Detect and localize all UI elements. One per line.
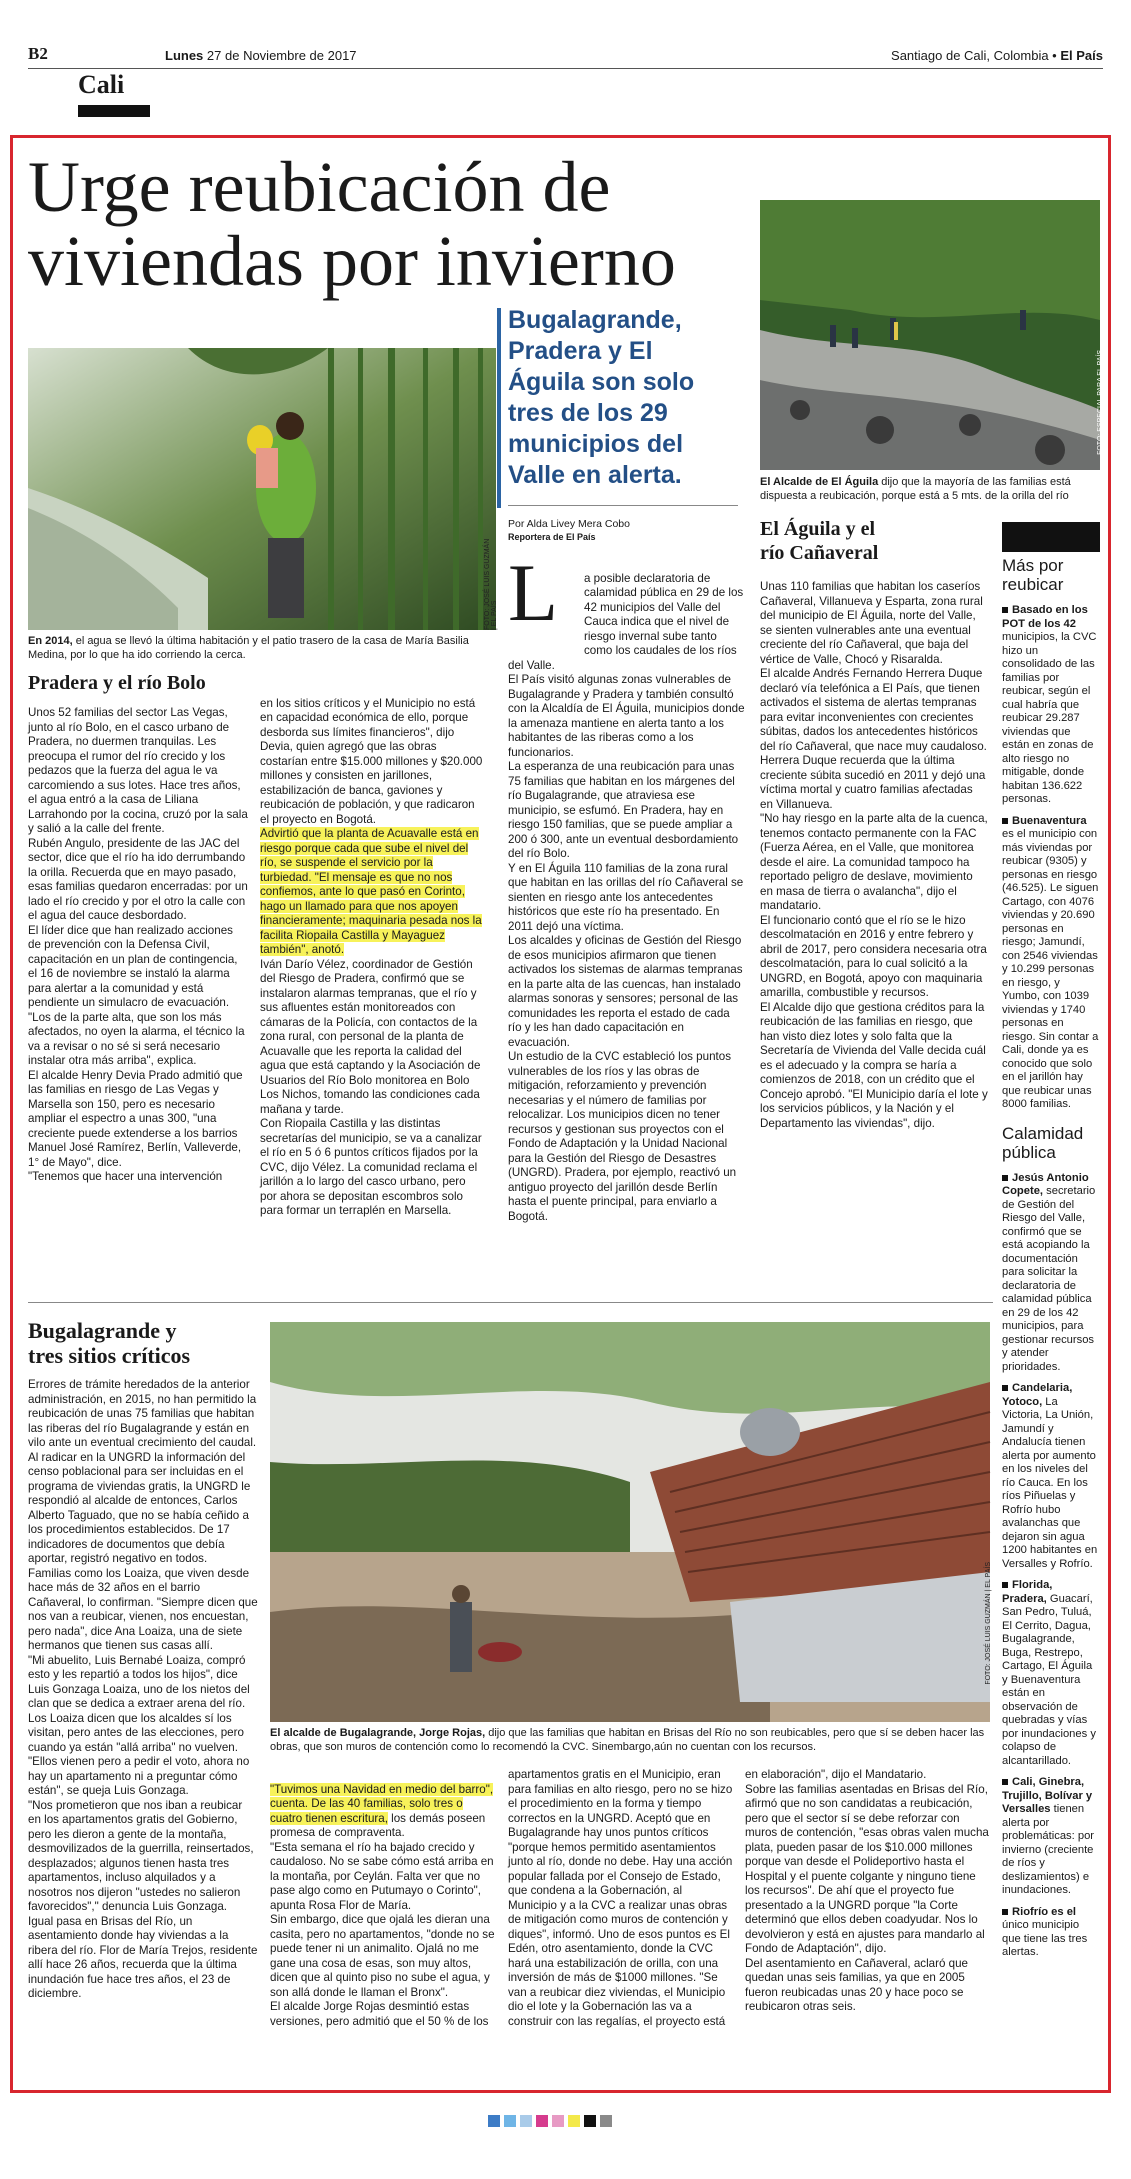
bullet-icon [1002, 1909, 1008, 1915]
photo-aguila-river-image [760, 200, 1100, 470]
rule-top [28, 68, 1103, 69]
byline [508, 518, 630, 544]
bullet-icon [1002, 1175, 1008, 1181]
sidebar-item-bold: Candelaria, Yotoco, [1002, 1382, 1073, 1408]
photo-woman-river [28, 348, 496, 630]
photo1-credit: FOTO: JOSÉ LUIS GUZMÁN | EL PAÍS [484, 538, 498, 630]
photo3-caption-bold: El alcalde de Bugalagrande, Jorge Rojas, [270, 1727, 486, 1739]
aguila-title-line-1: El Águila y el [760, 518, 876, 540]
photo2-caption-bold: El Alcalde de El Águila [760, 476, 879, 488]
masthead-date [165, 48, 357, 63]
photo1-caption-text: el agua se llevó la última habitación y el patio trasero de la casa de María Basilia Medina, por lo que ha ido corriendo la cerca. [28, 635, 469, 661]
color-swatch [600, 2115, 612, 2127]
pradera-col2-text-a: en los sitios críticos y el Municipio no está en capacidad económica de ello, porque desborda sus límites financieros", dijo Devia, quien agregó que las obras costarían entre $15.000 millones y $20.000 millones y consisten en jarillones, estabilización de banca, gaviones y reubicación de población, y que radicaron el proyecto en Bogotá. [260, 696, 483, 826]
section-label: Cali [78, 70, 125, 99]
color-swatch [520, 2115, 532, 2127]
sidebar-item [1002, 1382, 1100, 1571]
pradera-title: Pradera y el río Bolo [28, 672, 206, 694]
subhead-line: tres de los 29 [508, 399, 668, 427]
color-swatch [568, 2115, 580, 2127]
date-rest: 27 de Noviembre de 2017 [206, 48, 357, 63]
aguila-title [760, 517, 878, 565]
subhead [508, 305, 748, 491]
bullet-icon [1002, 607, 1008, 613]
byline-role: Reportera de El País [508, 532, 596, 542]
sidebar-item [1002, 1776, 1100, 1898]
dropcap-space [508, 572, 584, 650]
headline [28, 147, 748, 301]
aguila-text: Unas 110 familias que habitan los caseríos Cañaveral, Villanueva y Esparta, zona rural del municipio de El Águila, norte del Valle, se sienten vulnerables ante una eventual creciente del río Cañaveral, que baja del vértice de Valle, Chocó y Risaralda. El alcalde Andrés Fernando Herrera Duque declaró vía telefónica a El País, que tienen activados el sistema de alertas tempranas para evitar inconvenientes con crecientes súbitas, dados los antecedentes históricos del río Cañaveral, que nace muy caudaloso. Herrera Duque recuerda que la última creciente súbita sucedió en 2011 y dejó una víctima mortal y cuatro familias afectadas en Villanueva. "No hay riesgo en la parte alta de la cuenca, tenemos contacto permanente con la FAC (Fuerza Aérea, en el Valle, que monitorea desde el aire. La comunidad tampoco ha reportado peligro de deslave, movimiento en masa de tierra o avalancha", dijo el mandatario. El funcionario contó que el río se le hizo descolmatación en 2016 y entre febrero y abril de 2017, pero considera necesaria otra descolmatación, para lo cual solicitó a la UNGRD, en Bogotá, apoyo con maquinaria amarilla, combustible y recursos. El Alcalde dijo que gestiona créditos para la reubicación de las familias en riesgo, que han visto diez lotes y solo falta que la Secretaría de Vivienda del Valle decida cuál es el adecuado y la compra se haría a comienzos de 2018, con un crédito que el Concejo aprobó. "El Municipio daría el lote y los servicios públicos, y la Nación y el Departamento las viviendas", dijo. [760, 580, 988, 1130]
buga-col2-text: los demás poseen promesa de compraventa. "Esta semana el río ha bajado crecido y caudaloso. No se sabe cómo está arriba en la montaña, por Ceylán. Falta ver que no pase algo como en Putumayo o Corinto", apunta Rosa Flor de María. Sin embargo, dice que ojalá les dieran una casita, pero no apartamentos, "donde no se puede tener ni un animalito. Ojalá no me gane una cosa de esas, son muy altos, dicen que al quinto piso no sube el agua, y son allá donde le llaman el Bronx". El alcalde Jorge Rojas desmintió estas versiones, pero admitió que el 50 % de los [270, 1811, 495, 2028]
sidebar-title-1-line-2: reubicar [1002, 575, 1064, 594]
subhead-line: municipios del [508, 430, 684, 458]
sidebar-title-2-line-1: Calamidad [1002, 1123, 1084, 1143]
pradera-col2-text-b: Iván Darío Vélez, coordinador de Gestión del Riesgo de Pradera, confirmó que se instalaron alarmas tempranas, que el río y sus afluentes están monitoreados con cámaras de la Policía, con contactos de la zona rural, con personal de la planta de Acuavalle que les reporta la calidad del agua que está captando y la Asociación de Usuarios del Río Bolo monitorea en Bolo Los Nichos, tomando las condiciones cada mañana y tarde. Con Riopaila Castilla y las distintas secretarías del municipio, se va a canalizar el río en 5 ó 6 puntos críticos fijados por la CVC, dijo Vélez. La comunidad reclama el jarillón a lo largo del casco urbano, pero por ahora se depositan escombros solo para formar un terraplén en Marsella. [260, 957, 482, 1217]
buga-highlight-quote: "Tuvimos una Navidad en medio del barro", cuenta. De las 40 familias, solo tres o cuatro tienen escritura, [270, 1782, 494, 1825]
sidebar-item-bold: Buenaventura [1012, 814, 1087, 827]
photo1-caption [28, 635, 496, 662]
byline-author: Por Alda Livey Mera Cobo [508, 518, 630, 530]
color-swatch [552, 2115, 564, 2127]
subhead-line: Águila son solo [508, 368, 695, 396]
buga-title-line-2: tres sitios críticos [28, 1343, 191, 1368]
photo3-caption [270, 1727, 990, 1754]
sidebar-item-bold: Basado en los POT de los 42 [1002, 604, 1088, 630]
sidebar-item-bold: Jesús Antonio Copete, [1002, 1171, 1089, 1197]
buga-col3: apartamentos gratis en el Municipio, eran para familias en alto riesgo, pero no se hizo el procedimiento en la forma y tiempo correctos en la UNGRD. Aceptó que en Bugalagrande hay unos puntos críticos "porque hemos permitido asentamientos junto al río, donde no debe. Hay una acción popular fallada por el Consejo de Estado, que condena a la Gobernación, al Municipio y a la CVC a realizar unas obras de mitigación como muros de contención y diques", informó. Uno de esos puntos es El Edén, otro asentamiento, donde la CVC hará una estabilización de orilla, con una inversión de más de $1000 millones. "Se van a reubicar diez viviendas, el Municipio dio el lote y la Gobernación las va a construir con las regalías, el proyecto está [508, 1768, 733, 2028]
sidebar-item-text: único municipio que tiene las tres alertas. [1002, 1919, 1088, 1958]
sidebar-title-2 [1002, 1124, 1100, 1162]
photo-aguila-river [760, 200, 1104, 470]
color-swatch [488, 2115, 500, 2127]
aguila-title-line-2: río Cañaveral [760, 542, 879, 564]
subhead-bottom-rule [508, 505, 738, 506]
sidebar-item [1002, 1172, 1100, 1375]
paper-name: El País [1060, 48, 1103, 63]
color-registration-bar [488, 2115, 612, 2127]
color-swatch [584, 2115, 596, 2127]
bullet-icon [1002, 818, 1008, 824]
bullet-icon [1002, 1385, 1008, 1391]
bullet-icon [1002, 1582, 1008, 1588]
buga-col1: Errores de trámite heredados de la anterior administración, en 2015, no han permitido la reubicación de unas 75 familias que habitan las riberas del río Bugalagrande y están en vilo ante un eventual crecimiento del caudal. Al radicar en la UNGRD la información del censo poblacional para ser incluidas en el programa de viviendas gratis, la UNGRD le respondió al alcalde de entonces, Carlos Alberto Taguado, que no se había ceñido a los procedimientos establecidos. De 17 indicadores de documentos que debía aportar, registró negativo en todos. Familias como los Loaiza, que viven desde hace más de 32 años en el barrio Cañaveral, lo confirman. "Siempre dicen que nos van a reubicar, vienen, nos encuestan, pero nada", dice Ana Loaiza, una de siete hermanos que tienen sus casas allí. "Mi abuelito, Luis Bernabé Loaiza, compró esto y les repartió a todos los hijos", dice Luis Gonzaga Loaiza, uno de los nietos del clan que se dedica a extraer arena del río. Los Loaiza dicen que los alcaldes sí los visitan, pero antes de las elecciones, pero cuando ya están "allá arriba" no vuelven. "Ellos vienen pero a pedir el voto, ahora no hay un apartamento ni a preguntar cómo están", se queja Luis Gonzaga. "Nos prometieron que nos iban a reubicar en los apartamentos gratis del Gobierno, pero les dieron a gente de la montaña, desmovilizados de la guerrilla, reinsertados, desplazados; algunos tienen hasta tres apartamentos, incluso alquilados y a nosotros nos dijeron "ustedes no salieron favorecidos"," denuncia Luis Gonzaga. Igual pasa en Brisas del Río, un asentamiento donde hay viviendas a la ribera del río. Flor de María Trejos, residente allí hace 26 años, recuerda que la última inundación fue hace tres años, el 23 de diciembre. [28, 1378, 258, 2000]
buga-col4: en elaboración", dijo el Mandatario. Sobre las familias asentadas en Brisas del Río, afirmó que no son candidatas a reubicación, pero que el sector sí se debe reforzar con muros de contención, "esas obras valen mucha plata, pueden pasar de los $10.000 millones porque van desde el Polideportivo hasta el Hospital y el puente colgante y ninguno tiene los recursos". De ahí que el proyecto fue presentado a la UNGRD porque "la Corte determinó que ellos deben coadyudar. Nos lo devolvieron y está en ajustes para mandarlo al Fondo de Adaptación", dijo. Del asentamiento en Cañaveral, aclaró que quedan unas seis familias, ya que en 2005 fueron reubicadas unas 20 y hace poco se reubicaron otras seis. [745, 1768, 989, 2013]
sidebar-item [1002, 1906, 1100, 1960]
color-swatch [536, 2115, 548, 2127]
headline-line-2: viviendas por invierno [28, 221, 676, 301]
bullet-icon [1002, 1779, 1008, 1785]
buga-title-line-1: Bugalagrande y [28, 1318, 177, 1343]
section-divider [28, 1302, 993, 1303]
sidebar-title-2-line-2: pública [1002, 1142, 1056, 1162]
photo2-caption [760, 476, 1100, 503]
sidebar-item-bold: Cali, Ginebra, Trujillo, Bolívar y Versalles [1002, 1776, 1093, 1815]
sidebar-item-bold: Florida, Pradera, [1002, 1579, 1053, 1605]
sidebar-item [1002, 815, 1100, 1112]
pradera-highlight-quote: Advirtió que la planta de Acuavalle está en riesgo porque cada que sube el nivel del río, se suspende el servicio por la turbiedad. "El mensaje es que no nos confiemos, ante lo que pasó en Corinto, hago un llamado para que nos apoyen financieramente; maquinaria pesada nos la facilita Riopaila Castilla y Mayaguez también", anotó. [260, 827, 482, 956]
subhead-line: Bugalagrande, [508, 306, 682, 334]
sidebar-item [1002, 1579, 1100, 1768]
page-number: B2 [28, 44, 48, 63]
date-day: Lunes [165, 48, 204, 63]
buga-col2 [270, 1768, 495, 2078]
photo-bugalagrande [270, 1322, 990, 1722]
sidebar-title-1-line-1: Más por [1002, 556, 1064, 575]
sidebar-bar [1002, 522, 1100, 552]
subhead-line: Valle en alerta. [508, 461, 682, 489]
location: Santiago de Cali, Colombia • [891, 48, 1057, 63]
photo2-caption-text: dijo que la mayoría de las familias está dispuesta a reubicación, porque está a 5 mts. de la orilla del río [760, 476, 1071, 502]
photo-woman-river-image [28, 348, 496, 630]
masthead-location [891, 48, 1103, 63]
subhead-rule [497, 308, 501, 508]
masthead [0, 0, 1131, 130]
sidebar-item-text: es el municipio con más viviendas por reubicar (9305) y personas en riesgo (46.525). Le siguen Cartago, con 4076 viviendas y 20.690 personas en riesgo; Jamundí, con 2546 viviendas y 10.299 personas en riesgo, y Yumbo, con 1039 viviendas y 1740 personas en riesgo. Sin contar a Cali, donde ya es conocido que solo en el jarillón hay que reubicar unas 8000 familias. [1002, 828, 1099, 1110]
color-swatch [504, 2115, 516, 2127]
photo1-caption-bold: En 2014, [28, 635, 73, 647]
pradera-col1: Unos 52 familias del sector Las Vegas, junto al río Bolo, en el casco urbano de Pradera, no duermen tranquilas. Les preocupa el rumor del río crecido y los pedazos que la fuerza del agua le va carcomiendo a sus lotes. Hace tres años, el agua entró a la casa de Liliana Larrahondo por la cocina, cruzó por la sala y salió a la calle del frente. Rubén Angulo, presidente de las JAC del sector, dice que el río ha ido derrumbando la orilla. Recuerda que en mayo pasado, esas familias quedaron encerradas: por un lado el río crecido y por el otro la calle con el agua del cauce desbordado. El líder dice que han realizado acciones de prevención con la Defensa Civil, capacitación en un plan de contingencia, el 16 de noviembre se instaló la alarma para alertar a la comunidad y está pendiente un simulacro de evacuación. "Los de la parte alta, que son los más afectados, no oyen la alarma, el técnico la va a revisar o no sé si será necesario instalar otra más arriba", explica. El alcalde Henry Devia Prado admitió que las familias en riesgo de Las Vegas y Marsella son 150, pero es necesario ampliar el espectro a unas 300, "una creciente puede extenderse a los barrios Manuel José Ramírez, Berlín, Valleverde, 1° de Mayo", dice. "Tenemos que hacer una intervención [28, 706, 248, 1183]
dropcap: L [508, 547, 559, 638]
sidebar-title-1 [1002, 556, 1100, 594]
headline-line-1: Urge reubicación de [28, 147, 611, 227]
sidebar-item-text: municipios, la CVC hizo un consolidado de las familias por reubicar, según el cual habría que reubicar 29.287 viviendas que están en zonas de alto riesgo no mitigable, donde habitan 136.622 personas. [1002, 631, 1097, 805]
sidebar-item-text: Guacarí, San Pedro, Tuluá, El Cerrito, Dagua, Bugalagrande, Buga, Restrepo, Cartago, El Águila y Buenaventura están en observación de quebradas y vías por inundaciones y colapso de alcantarillado. [1002, 1592, 1096, 1767]
photo3-credit: FOTO: JOSÉ LUIS GUZMÁN | EL PAÍS [985, 1562, 992, 1685]
photo2-credit: FOTO: ESPECIAL PARA EL PAÍS [1097, 350, 1104, 455]
photo3-caption-text: dijo que las familias que habitan en Brisas del Río no son reubicables, pero que sí se deben hacer las obras, que son muros de contención como lo recomendó la CVC. Sinembargo,aún no cuentan con los recursos. [270, 1727, 985, 1753]
subhead-line: Pradera y El [508, 337, 653, 365]
section-underbar [78, 105, 150, 117]
main-article-body: a posible declaratoria de calamidad pública en 29 de los 42 municipios del Valle del Cauca indica que el nivel de riesgo invernal sube tanto como los caudales de los ríos del Valle. El País visitó algunas zonas vulnerables de Bugalagrande y Pradera y también consultó con la Alcaldía de El Águila, municipios donde la amenaza mantiene en alerta tanto a los habitantes de las riberas como a los funcionarios. La esperanza de una reubicación para unas 75 familias que habitan en los márgenes del río Bugalagrande, que atraviesa ese municipio, se esfumó. En Pradera, hay en riesgo 150 familias, que se puede ampliar a 200 ó 300, ante un eventual desbordamiento del río Bolo. Y en El Águila 110 familias de la zona rural que habitan en las orillas del río Cañaveral se sienten en riesgo ante los antecedentes históricos que este río ha presentado. En 2011 dejó una víctima. Los alcaldes y oficinas de Gestión del Riesgo de esos municipios afirmaron que tienen activados los sistemas de alarmas tempranas en la parte alta de las cuencas, han instalado alarmas sonoras y sensores; personal de las comunidades les reporta el estado de cada río y les han dado capacitación en evacuación. Un estudio de la CVC estableció los puntos vulnerables de los ríos y las obras de mitigación, reforzamiento y prevención necesarias y el número de familias por relocalizar. Los municipios dicen no tener recursos y gestionan sus proyectos con el Fondo de Adaptación y la Unidad Nacional para la Gestión del Riesgo de Desastres (UNGRD). Pradera, por ejemplo, reactivó un antiguo proyecto del jarillón desde Berlín hasta el puente principal, para enviarlo a Bogotá. [508, 571, 745, 1223]
sidebar-item-text: La Victoria, La Unión, Jamundí y Andalucía tienen alerta por aumento en los niveles del río Cauca. En los ríos Piñuelas y Rofrío hubo avalanchas que dejaron sin agua 1200 habitantes en Versalles y Rofrío. [1002, 1395, 1098, 1570]
buga-title [28, 1318, 190, 1368]
main-article-text [508, 557, 746, 1282]
photo-bugalagrande-image [270, 1322, 990, 1722]
pradera-col2 [260, 682, 485, 1282]
sidebar [1002, 522, 1100, 2080]
sidebar-item-text: secretario de Gestión del Riesgo del Valle, confirmó que se está acopiando la documentación para solicitar la declaratoria de calamidad pública en 29 de los 42 municipios, para gestionar recursos y atender prioridades. [1002, 1185, 1096, 1373]
sidebar-item-bold: Riofrío es el [1012, 1905, 1077, 1918]
sidebar-item-text: tienen alerta por problemáticas: por invierno (creciente de ríos y deslizamientos) e inundaciones. [1002, 1803, 1095, 1896]
sidebar-item [1002, 604, 1100, 807]
